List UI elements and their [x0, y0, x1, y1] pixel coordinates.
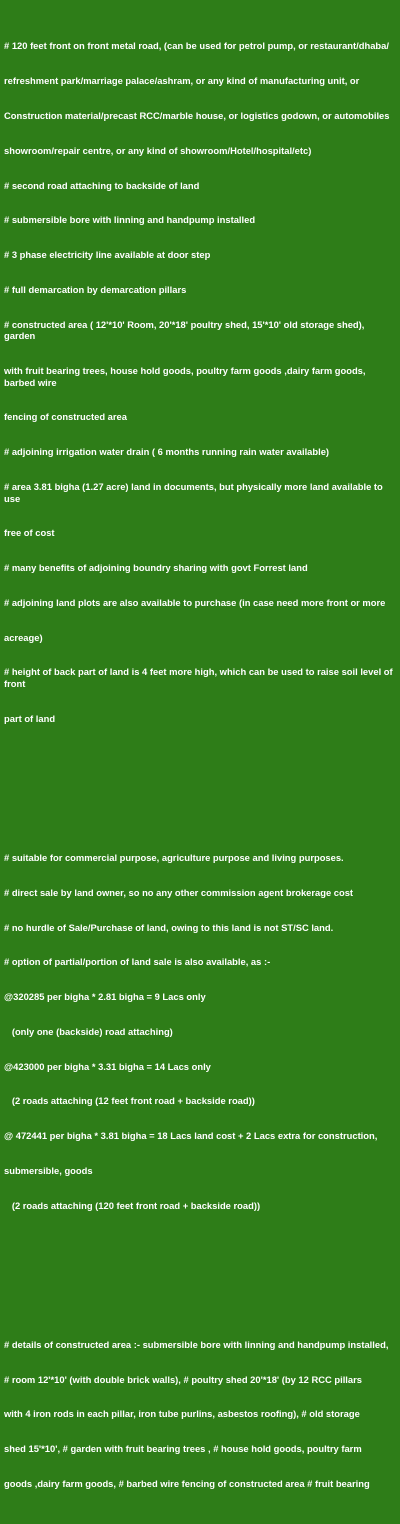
- text-line: # full demarcation by demarcation pillars: [4, 283, 187, 295]
- text-line: with 4 iron rods in each pillar, iron tube purlins, asbestos roofing), # old storage: [4, 1408, 360, 1420]
- text-line: refreshment park/marriage palace/ashram, or any kind of manufacturing unit, or: [4, 75, 360, 87]
- text-line: # 3 phase electricity line available at door step: [4, 249, 211, 261]
- text-line: (2 roads attaching (12 feet front road + backside road)): [4, 1095, 255, 1107]
- text-line: fencing of constructed area: [4, 411, 127, 423]
- construction-details-section: [4, 1316, 394, 1513]
- price-option-line: @423000 per bigha * 3.31 bigha = 14 Lacs only: [4, 1060, 211, 1072]
- text-line: # option of partial/portion of land sale is also available, as :-: [4, 956, 271, 968]
- text-line: # constructed area ( 12'*10' Room, 20'*18' poultry shed, 15'*10' old storage shed), garden: [4, 318, 367, 342]
- text-line: (only one (backside) road attaching): [4, 1025, 173, 1037]
- text-line: # area 3.81 bigha (1.27 acre) land in documents, but physically more land available to use: [4, 480, 386, 504]
- section-gap: [4, 1269, 394, 1281]
- text-line: free of cost: [4, 527, 55, 539]
- text-line: submersible, goods: [4, 1164, 93, 1176]
- text-line: # direct sale by land owner, so no any other commission agent brokerage cost: [4, 886, 354, 898]
- text-line: # no hurdle of Sale/Purchase of land, owing to this land is not ST/SC land.: [4, 921, 334, 933]
- text-line: # 120 feet front on front metal road, (can be used for petrol pump, or restaurant/dhaba/: [4, 40, 389, 52]
- text-line: Construction material/precast RCC/marble house, or logistics godown, or automobiles: [4, 109, 390, 121]
- price-option-line: @ 472441 per bigha * 3.81 bigha = 18 Lacs land cost + 2 Lacs extra for construction,: [4, 1130, 378, 1142]
- text-line: # suitable for commercial purpose, agriculture purpose and living purposes.: [4, 851, 344, 863]
- pricing-section: [4, 829, 394, 1235]
- text-line: # room 12'*10' (with double brick walls), # poultry shed 20'*18' (by 12 RCC pillars: [4, 1373, 362, 1385]
- text-line: shed 15'*10', # garden with fruit bearing trees , # house hold goods, poultry farm: [4, 1443, 362, 1455]
- text-line: # details of constructed area :- submersible bore with linning and handpump installed,: [4, 1338, 389, 1350]
- text-line: acreage): [4, 631, 43, 643]
- section-gap: [4, 782, 394, 794]
- text-line: showroom/repair centre, or any kind of showroom/Hotel/hospital/etc): [4, 144, 312, 156]
- text-line: # adjoining irrigation water drain ( 6 months running rain water available): [4, 446, 330, 458]
- text-line: with fruit bearing trees, house hold goods, poultry farm goods ,dairy farm goods, barbed wire: [4, 365, 369, 388]
- text-line: # adjoining land plots are also available to purchase (in case need more front or more: [4, 596, 386, 608]
- text-line: goods ,dairy farm goods, # barbed wire fencing of constructed area # fruit bearing: [4, 1478, 370, 1489]
- text-line: (2 roads attaching (120 feet front road + backside road)): [4, 1199, 261, 1211]
- text-line: # many benefits of adjoining boundry sharing with govt Forrest land: [4, 562, 308, 574]
- text-line: # submersible bore with linning and handpump installed: [4, 214, 256, 226]
- text-line: # second road attaching to backside of land: [4, 179, 200, 191]
- text-line: part of land: [4, 712, 56, 724]
- features-section: [4, 17, 394, 747]
- text-line: # height of back part of land is 4 feet more high, which can be used to raise soil level of front: [4, 666, 396, 690]
- price-option-line: @320285 per bigha * 2.81 bigha = 9 Lacs only: [4, 991, 206, 1003]
